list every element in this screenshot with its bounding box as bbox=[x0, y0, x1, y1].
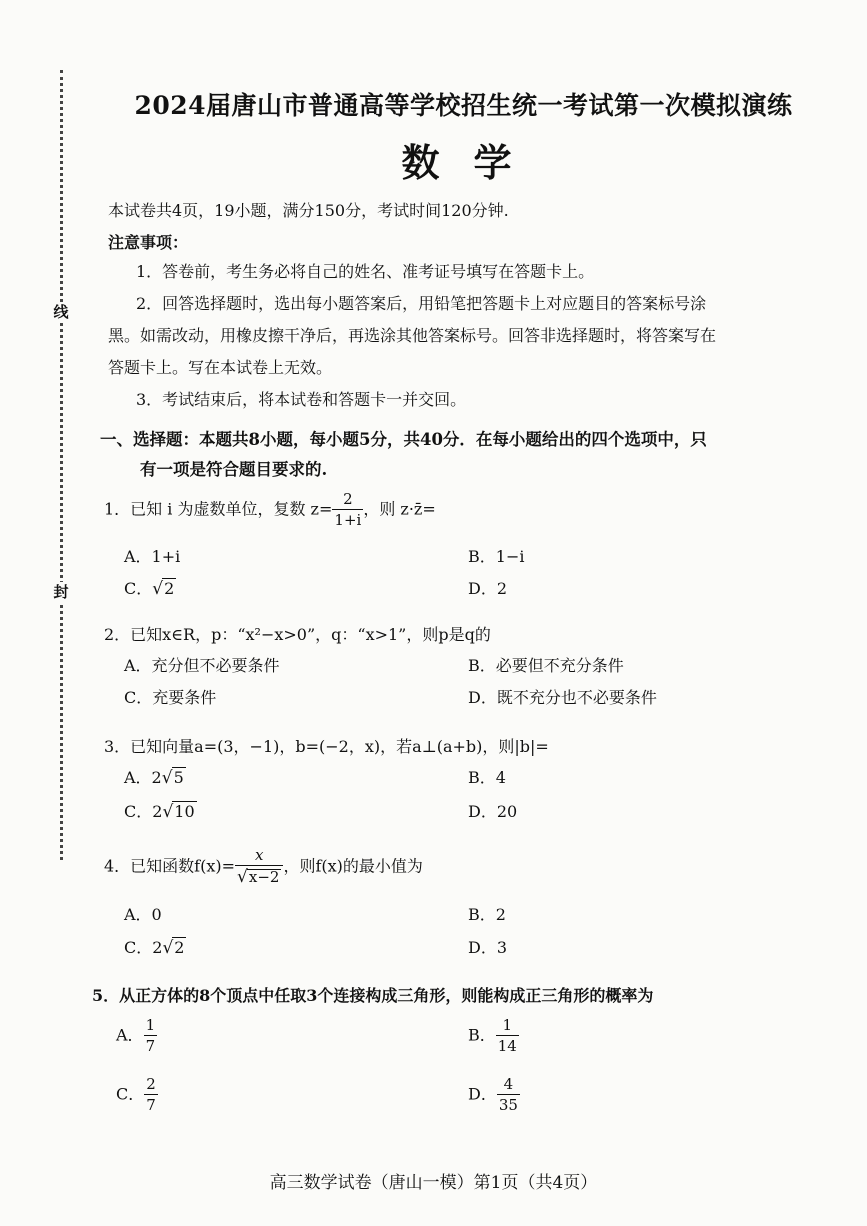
q4-frac-den bbox=[235, 865, 283, 886]
q5-c-num: 2 bbox=[146, 1075, 156, 1093]
q4-option-a: A．0 bbox=[124, 905, 162, 924]
q5-option-c-label: C． bbox=[116, 1084, 145, 1104]
q5-c-den: 7 bbox=[146, 1096, 156, 1114]
q1-option-a: A．1+i bbox=[124, 547, 181, 566]
q3-option-c-radicand: 10 bbox=[174, 802, 195, 821]
q5-a-num: 1 bbox=[145, 1016, 156, 1034]
note-item-1: 1．答卷前，考生务必将自己的姓名、准考证号填写在答题卡上。 bbox=[136, 262, 595, 281]
sqrt-symbol: √ bbox=[152, 579, 164, 599]
q4-option-c-label: C．2 bbox=[124, 938, 163, 957]
notes-title: 注意事项： bbox=[108, 233, 189, 252]
q4-prefix: 4．已知函数f(x)= bbox=[104, 856, 236, 876]
q1-fraction bbox=[332, 492, 363, 528]
binding-dotted-line bbox=[60, 70, 63, 860]
q4-option-c bbox=[124, 935, 186, 958]
question-4 bbox=[104, 848, 804, 886]
q1-option-c bbox=[124, 576, 176, 599]
q4-frac-num: x bbox=[255, 846, 264, 864]
note-item-2-cont: 黑。如需改动，用橡皮擦干净后，再选涂其他答案标号。回答非选择题时，将答案写在 bbox=[108, 326, 717, 345]
q5-option-a-fraction bbox=[144, 1018, 158, 1054]
q5-option-d-label: D． bbox=[468, 1084, 497, 1104]
exam-title: 2024届唐山市普通高等学校招生统一考试第一次模拟演练 bbox=[134, 91, 793, 120]
q3-option-a-radicand: 5 bbox=[173, 768, 184, 787]
question-5: 5．从正方体的8个顶点中任取3个连接构成三角形，则能构成正三角形的概率为 bbox=[92, 986, 654, 1005]
q3-option-d: D．20 bbox=[468, 802, 518, 821]
q5-option-a bbox=[116, 1018, 157, 1054]
note-item-2-end: 答题卡上。写在本试卷上无效。 bbox=[108, 358, 333, 377]
sqrt-symbol: √ bbox=[237, 867, 248, 887]
q1-option-d: D．2 bbox=[468, 579, 508, 598]
question-3: 3．已知向量a=(3，−1)，b=(−2，x)，若a⊥(a+b)，则|b|= bbox=[104, 737, 549, 756]
q4-option-c-radicand: 2 bbox=[174, 938, 185, 957]
q2-option-a: A．充分但不必要条件 bbox=[124, 656, 280, 675]
q1-prefix: 1．已知 i 为虚数单位，复数 z= bbox=[104, 499, 333, 519]
q2-option-b: B．必要但不充分条件 bbox=[468, 656, 624, 675]
q5-b-num: 1 bbox=[502, 1016, 513, 1034]
q1-option-c-radicand: 2 bbox=[164, 579, 175, 598]
q5-option-a-label: A． bbox=[116, 1025, 144, 1045]
section-heading-line1: 一、选择题：本题共8小题，每小题5分，共40分．在每小题给出的四个选项中，只 bbox=[100, 430, 707, 449]
q2-option-d: D．既不充分也不必要条件 bbox=[468, 688, 657, 707]
q5-option-c bbox=[116, 1077, 158, 1113]
q3-option-b: B．4 bbox=[468, 768, 506, 787]
q5-b-den: 14 bbox=[497, 1037, 517, 1055]
q5-option-b-label: B． bbox=[468, 1025, 496, 1045]
q1-suffix: ，则 z·z̄= bbox=[363, 499, 436, 519]
question-1 bbox=[104, 492, 804, 528]
q5-option-d-fraction bbox=[497, 1077, 520, 1113]
exam-intro: 本试卷共4页，19小题，满分150分，考试时间120分钟. bbox=[108, 201, 509, 220]
q3-option-a-label: A．2 bbox=[124, 768, 162, 787]
sqrt-symbol: √ bbox=[162, 802, 174, 822]
section-heading-line2: 有一项是符合题目要求的. bbox=[140, 460, 328, 479]
q5-option-c-fraction bbox=[144, 1077, 158, 1113]
q3-option-c-label: C．2 bbox=[124, 802, 163, 821]
q1-frac-num: 2 bbox=[343, 490, 353, 508]
binding-char-top: 线 bbox=[49, 302, 73, 322]
sqrt-symbol: √ bbox=[161, 768, 173, 788]
q3-option-a bbox=[124, 765, 186, 788]
q1-frac-den: 1+i bbox=[334, 511, 362, 529]
q5-d-den: 35 bbox=[498, 1096, 518, 1114]
q4-fraction bbox=[235, 848, 283, 886]
q3-option-c bbox=[124, 799, 197, 822]
sqrt-symbol: √ bbox=[162, 938, 174, 958]
exam-subject: 数学 bbox=[401, 140, 546, 185]
q1-option-b: B．1−i bbox=[468, 547, 525, 566]
q5-d-num: 4 bbox=[503, 1075, 514, 1093]
q5-a-den: 7 bbox=[145, 1037, 156, 1055]
q5-option-b-fraction bbox=[496, 1018, 519, 1054]
q4-suffix: ，则f(x)的最小值为 bbox=[283, 856, 423, 876]
q5-option-d bbox=[468, 1077, 520, 1113]
q5-option-b bbox=[468, 1018, 519, 1054]
note-item-2: 2．回答选择题时，选出每小题答案后，用铅笔把答题卡上对应题目的答案标号涂 bbox=[136, 294, 707, 313]
q1-option-c-label: C． bbox=[124, 579, 153, 598]
page-footer: 高三数学试卷（唐山一模）第1页（共4页） bbox=[269, 1173, 598, 1193]
q4-frac-den-radicand: x−2 bbox=[248, 868, 280, 886]
note-item-3: 3．考试结束后，将本试卷和答题卡一并交回。 bbox=[136, 390, 467, 409]
binding-char-bottom: 封 bbox=[49, 582, 73, 602]
q2-option-c: C．充要条件 bbox=[124, 688, 217, 707]
q4-option-d: D．3 bbox=[468, 938, 508, 957]
question-2: 2．已知x∈R，p：“x²−x>0”，q：“x>1”，则p是q的 bbox=[104, 625, 491, 644]
q4-option-b: B．2 bbox=[468, 905, 506, 924]
